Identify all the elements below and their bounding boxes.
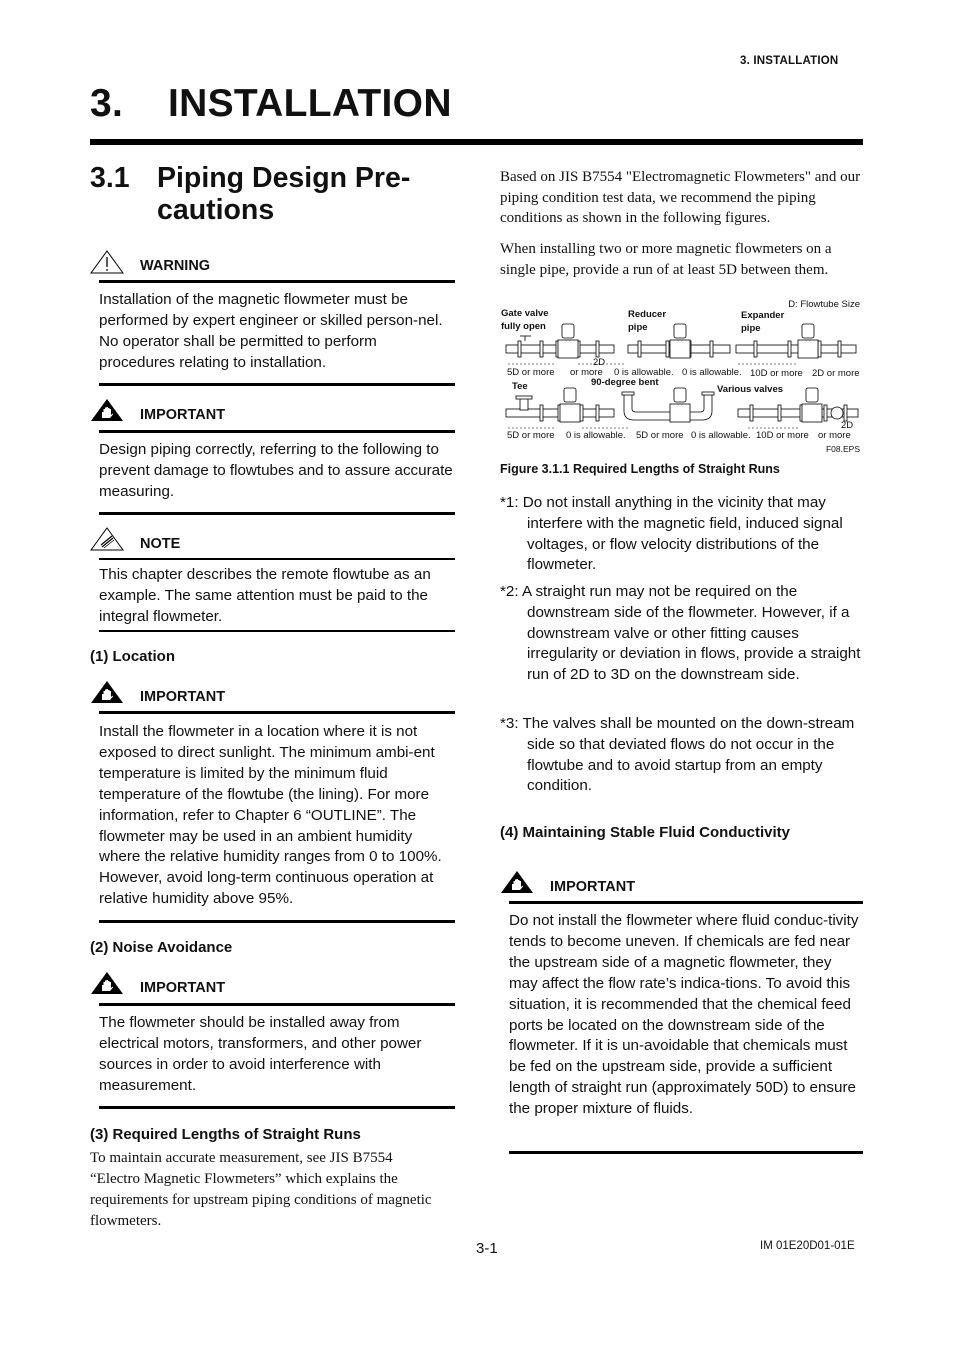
chapter-name: INSTALLATION — [168, 82, 452, 125]
figure-file-id: F08.EPS — [825, 444, 860, 454]
figure-row2-label-6: or more — [818, 430, 851, 441]
straight-runs-text: To maintain accurate measurement, see JIS B7554 “Electro Magnetic Flowmeters” which explains the requirements for upstream piping conditions of magnetic flowmeters. — [90, 1150, 432, 1229]
location-text: Install the flowmeter in a location where it is not exposed to direct sunlight. The minimum ambi-ent temperature is limited by the minimum fluid temperature of the flowtube (the lining). For more information, refer to Chapter 6 “OUTLINE”. The flowmeter may be used in an ambient humidity where the relative humidity ranges from 0 to 100%. However, avoid long-term continuous operation at relative humidity above 95%. — [99, 723, 442, 908]
chapter-number: 3. — [90, 82, 124, 125]
figure-row2-label-4: 0 is allowable. — [691, 430, 751, 441]
important-1-top-rule — [99, 430, 455, 433]
figure-row1-label-2: or more — [570, 367, 603, 378]
figure-row1-label-3: 0 is allowable. — [614, 367, 674, 378]
footnote-2: *2: A straight run may not be required on the downstream side of the flowmeter. However, if a downstream valve or other fitting causes irregularity or deviation in flows, provide a straight run of 2D to 3D on the downstream side. — [500, 583, 861, 684]
important-1-text: Design piping correctly, referring to the following to prevent damage to flowtubes and to assure accurate measuring. — [99, 441, 453, 500]
section-title-line-1: Piping Design Pre- — [157, 162, 411, 194]
figure-expander-2: pipe — [741, 323, 761, 334]
figure-various-valves: Various valves — [717, 384, 784, 395]
document-id: IM 01E20D01-01E — [760, 1240, 855, 1252]
figure-tee: Tee — [512, 381, 528, 392]
figure-row2-label-3: 5D or more — [636, 430, 684, 441]
important-1-label: IMPORTANT — [140, 407, 226, 423]
figure-expander-1: Expander — [741, 310, 785, 321]
noise-important-label: IMPORTANT — [140, 980, 226, 996]
chapter-rule — [90, 139, 863, 145]
warning-top-rule — [99, 280, 455, 283]
figure-gate-valve-1: Gate valve — [501, 308, 549, 319]
noise-bottom-rule — [99, 1106, 455, 1109]
footnote-3: *3: The valves shall be mounted on the down-stream side so that deviated flows do not occur in the flowtube and to avoid startup from an empty condition. — [500, 715, 855, 795]
figure-row2-label-2: 0 is allowable. — [566, 430, 626, 441]
right-intro-1: Based on JIS B7554 "Electromagnetic Flowmeters" and our piping condition test data, we recommend the piping conditions as shown in the following figures. — [500, 169, 861, 227]
figure-size-note: D: Flowtube Size — [788, 299, 860, 310]
important-hand-icon — [500, 870, 534, 894]
straight-runs-heading: (3) Required Lengths of Straight Runs — [90, 1126, 361, 1143]
right-intro-2: When installing two or more magnetic flowmeters on a single pipe, provide a run of at least 5D between them. — [500, 241, 832, 278]
important-1-bottom-rule — [99, 512, 455, 515]
footnote-1: *1: Do not install anything in the vicinity that may interfere with the magnetic field, induced signal voltages, or flow velocity distributions of the flowmeter. — [500, 494, 843, 574]
location-bottom-rule — [99, 920, 455, 923]
figure-bent: 90-degree bent — [591, 377, 659, 388]
running-head: 3. INSTALLATION — [740, 55, 839, 67]
figure-caption: Figure 3.1.1 Required Lengths of Straight Runs — [500, 462, 780, 476]
conductivity-important-label: IMPORTANT — [550, 879, 636, 895]
note-pencil-icon — [90, 527, 124, 551]
noise-text: The flowmeter should be installed away from electrical motors, transformers, and other power sources in order to avoid interference with measurement. — [99, 1014, 422, 1094]
conductivity-bottom-rule — [509, 1151, 863, 1154]
note-label: NOTE — [140, 536, 181, 552]
note-text: This chapter describes the remote flowtube as an example. The same attention must be paid to the integral flowmeter. — [99, 566, 431, 625]
section-title-line-2: cautions — [157, 194, 275, 226]
chapter-title — [90, 82, 452, 126]
warning-triangle-icon — [90, 250, 124, 274]
figure-2d-a: 2D — [593, 357, 606, 368]
noise-top-rule — [99, 1003, 455, 1006]
section-title — [90, 162, 450, 226]
figure-row1-label-6: 2D or more — [812, 368, 860, 379]
noise-heading: (2) Noise Avoidance — [90, 939, 233, 956]
figure-row2-label-1: 5D or more — [507, 430, 555, 441]
figure-row1-label-4: 0 is allowable. — [682, 367, 742, 378]
conductivity-heading: (4) Maintaining Stable Fluid Conductivity — [500, 824, 791, 841]
conductivity-top-rule — [509, 901, 863, 904]
important-hand-icon — [90, 680, 124, 704]
section-number: 3.1 — [90, 162, 130, 194]
figure-reducer-2: pipe — [628, 322, 648, 333]
important-hand-icon — [90, 971, 124, 995]
figure-gate-valve-2: fully open — [501, 321, 546, 332]
note-bottom-rule — [99, 630, 455, 632]
location-top-rule — [99, 711, 455, 714]
figure-2d-b: 2D — [841, 420, 854, 431]
figure-row1-label-1: 5D or more — [507, 367, 555, 378]
figure-row2-label-5: 10D or more — [756, 430, 809, 441]
conductivity-text: Do not install the flowmeter where fluid conduc-tivity tends to become uneven. If chemicals are fed near the upstream side of a magnetic flowmeter, they may affect the flow rate’s indica-tions. To avoid this situation, it is recommended that the chemical feed ports be located on the downstream side of the flowmeter. If it is un-avoidable that chemicals must be fed on the upstream side, provide a sufficient length of straight run (approximately 50D) to ensure the proper mixture of fluids. — [509, 912, 859, 1118]
location-important-label: IMPORTANT — [140, 689, 226, 705]
figure-row1-label-5: 10D or more — [750, 368, 803, 379]
figure-reducer-1: Reducer — [628, 309, 667, 320]
page-number: 3-1 — [476, 1240, 498, 1257]
warning-text: Installation of the magnetic flowmeter must be performed by expert engineer or skilled person-nel. No operator shall be permitted to perform procedures relating to installation. — [99, 291, 443, 371]
important-hand-icon — [90, 398, 124, 422]
location-heading: (1) Location — [90, 648, 175, 665]
piping-figure — [498, 296, 864, 458]
note-top-rule — [99, 558, 455, 560]
warning-bottom-rule — [99, 383, 455, 386]
warning-label: WARNING — [140, 258, 211, 274]
